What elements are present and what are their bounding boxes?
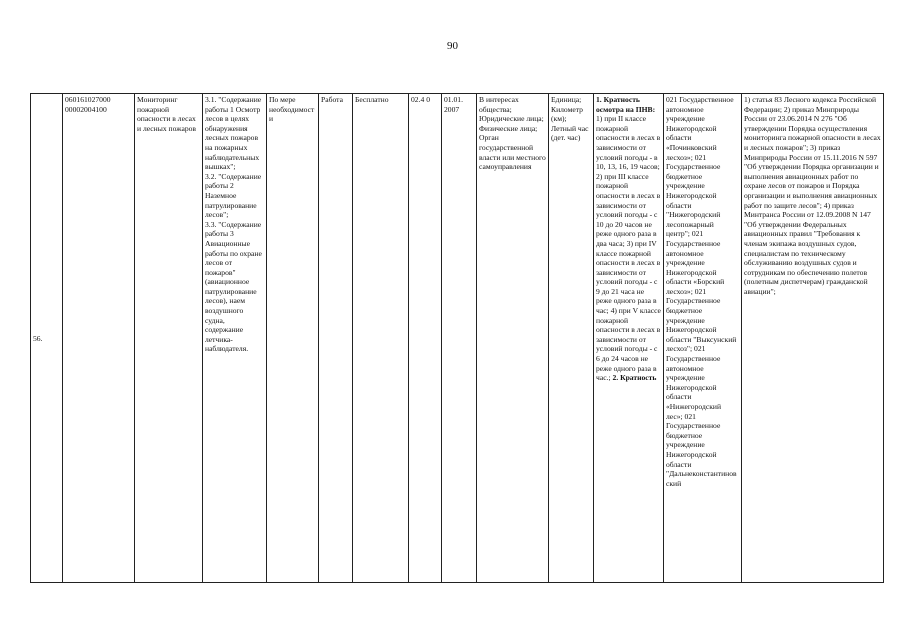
indicators-cell	[594, 94, 664, 583]
indicator-heading-2: 2. Кратность	[612, 373, 657, 383]
units-cell: Единица; Километр (км); Летный час (дет. час)	[549, 94, 594, 583]
registry-code-cell: 060161027000 00002004100	[63, 94, 135, 583]
okved-code-cell: 02.4 0	[409, 94, 442, 583]
registry-table	[30, 93, 884, 583]
periodicity-cell: По мере необходимости	[267, 94, 319, 583]
payment-cell: Бесплатно	[353, 94, 409, 583]
legal-basis-cell: 1) статья 83 Лесного кодекса Российской Федерации; 2) приказ Минприроды России от 23.06.2014 N 276 "Об утверждении Порядка осуществления мониторинга пожарной опасности в лесах и лесных пожаров"; 3) приказ Минприроды России от 15.11.2016 N 597 "Об утверждении Порядка организации и выполнения авиационных работ по охране лесов от пожаров и Порядка организации и выполнения авиационных работ по защите лесов"; 4) приказ Минтранса России от 12.09.2008 N 147 "Об утверждении Федеральных авиационных правил "Требования к членам экипажа воздушных судов, специалистам по техническому обслуживанию воздушных судов и сотрудникам по обеспечению полетов (полетным диспетчерам) гражданской авиации";	[742, 94, 884, 583]
institutions-cell: 021 Государственное автономное учреждение Нижегородской области «Починковский лесхоз»; 021 Государственное бюджетное учреждение Нижегородской области "Нижегородский лесопожарный центр"; 021 Государственное автономное учреждение Нижегородской области «Борский лесхоз»; 021 Государственное бюджетное учреждение Нижегородской области "Выксунский лесхоз"; 021 Государственное автономное учреждение Нижегородской области «Нижегородский лес»; 021 Государственное бюджетное учреждение Нижегородской области "Дальнеконстантиновский	[664, 94, 742, 583]
work-content-cell: 3.1. "Содержание работы 1 Осмотр лесов в целях обнаружения лесных пожаров на пожарных наблюдательных вышках"; 3.2. "Содержание работы 2 Наземное патрулирование лесов"; 3.3. "Содержание работы 3 Авиационные работы по охране лесов от пожаров" (авиационное патрулирование лесов), наем воздушного судна, содержание летчика-наблюдателя.	[203, 94, 267, 583]
indicator-heading-1: 1. Кратность осмотра на ПНВ:	[596, 95, 656, 114]
row-number-cell: 56.	[31, 94, 63, 583]
table-row	[31, 94, 884, 583]
service-name-cell: Мониторинг пожарной опасности в лесах и лесных пожаров	[135, 94, 203, 583]
work-type-cell: Работа	[319, 94, 353, 583]
start-date-cell: 01.01. 2007	[442, 94, 477, 583]
page-number: 90	[447, 40, 458, 52]
indicator-text-1: 1) при II классе пожарной опасности в лесах в зависимости от условий погоды - в 10, 13, 16, 19 часов; 2) при III классе пожарной опасности в лесах в зависимости от условий погоды - с 10 до 20 часов не реже одного раза в два часа; 3) при IV классе пожарной опасности в лесах в зависимости от условий погоды - с 9 до 21 часа не реже одного раза в час; 4) при V классе пожарной опасности в лесах в зависимости от условий погоды - с 6 до 24 часов не реже одного раза в час.;	[596, 114, 661, 383]
consumers-cell: В интересах общества; Юридические лица; Физические лица; Орган государственной власти или местного самоуправления	[477, 94, 549, 583]
